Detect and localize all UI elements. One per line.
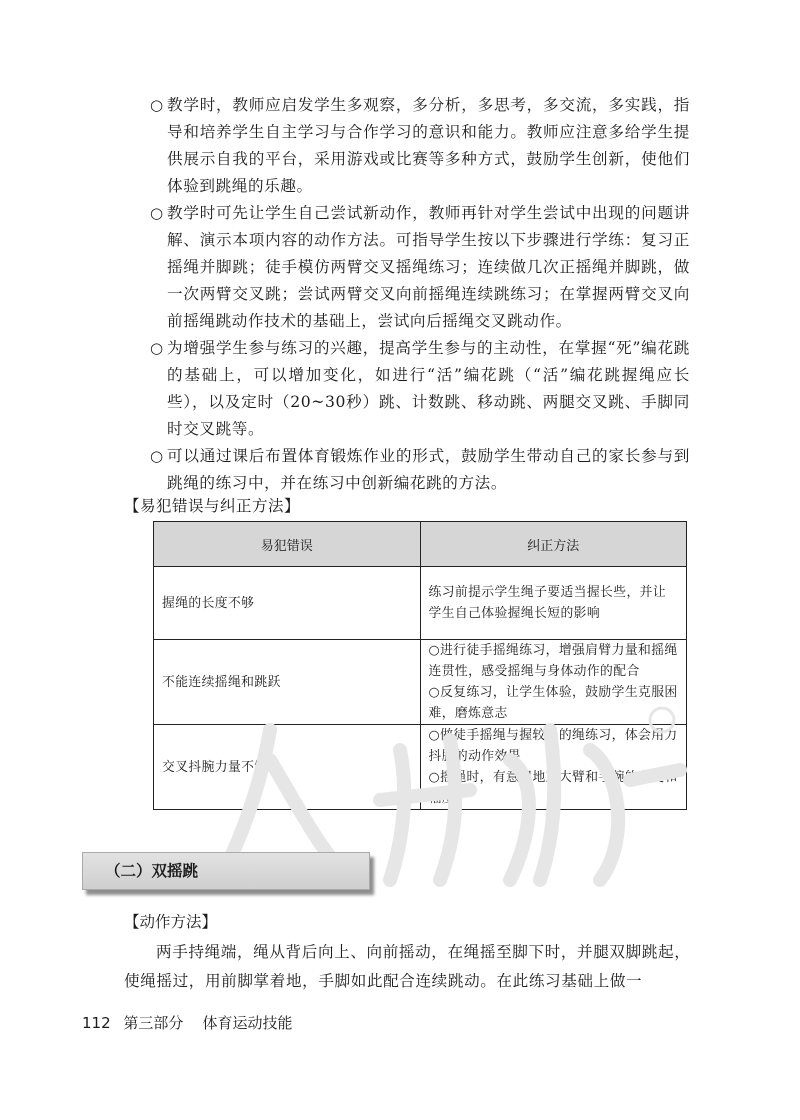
fix-cell [420, 567, 687, 640]
fix-line: ○进行徒手摇绳练习，增强肩臂力量和摇绳连贯性，感受摇绳与身体动作的配合 [428, 643, 678, 679]
page-number: 112 [82, 1014, 111, 1032]
fix-line: ○做徒手摇绳与握较长的绳练习，体会用力抖腕的动作效果 [428, 728, 678, 764]
table-row [154, 640, 687, 725]
bullet-text: 可以通过课后布置体育锻炼作业的形式，鼓励学生带动自己的家长参与到跳绳的练习中，并在练习中创新编花跳的方法。 [167, 447, 690, 492]
bullet-item [150, 92, 690, 200]
bullet-circle-icon: ○ [150, 339, 164, 357]
bullet-list [150, 92, 690, 497]
error-cell: 握绳的长度不够 [154, 567, 421, 640]
bullet-circle-icon: ○ [150, 96, 164, 114]
fix-line: ○摇绳时，有意识地加大臂和手腕的力度和幅度 [428, 770, 678, 806]
fix-line: 练习前提示学生绳子要适当握长些，并让学生自己体验握绳长短的影响 [428, 585, 667, 621]
errors-section-label: 【易犯错误与纠正方法】 [124, 497, 301, 515]
error-cell: 交叉抖腕力量不够 [154, 725, 421, 810]
bullet-text: 教学时，教师应启发学生多观察，多分析，多思考，多交流，多实践，指导和培养学生自主学习与合作学习的意识和能力。教师应注意多给学生提供展示自我的平台，采用游戏或比赛等多种方式，鼓励学生创新，使他们体验到跳绳的乐趣。 [167, 96, 690, 195]
footer-title: 体育运动技能 [202, 1014, 293, 1032]
bullet-circle-icon: ○ [150, 204, 164, 222]
paragraph-text: 两手持绳端，绳从背后向上、向前摇动，在绳摇至脚下时，并腿双脚跳起，使绳摇过，用前脚掌着地，手脚如此配合连续跳动。在此练习基础上做一 [124, 943, 691, 990]
action-method-label: 【动作方法】 [124, 913, 218, 931]
error-cell: 不能连续摇绳和跳跃 [154, 640, 421, 725]
bullet-item [150, 335, 690, 443]
footer-part: 第三部分 [123, 1014, 184, 1032]
bullet-circle-icon: ○ [150, 447, 164, 465]
page-footer [82, 1012, 293, 1033]
section-heading-box [82, 852, 370, 890]
bullet-item [150, 200, 690, 335]
errors-table [153, 521, 687, 810]
table-row [154, 567, 687, 640]
column-header-error: 易犯错误 [154, 522, 421, 567]
fix-cell [420, 725, 687, 810]
section-heading: （二）双摇跳 [105, 862, 199, 880]
bullet-text: 为增强学生参与练习的兴趣，提高学生参与的主动性，在掌握“死”编花跳的基础上，可以增加变化，如进行“活”编花跳（“活”编花跳握绳应长些），以及定时（20~30秒）跳、计数跳、移动跳、两腿交叉跳、手脚同时交叉跳等。 [167, 339, 690, 438]
column-header-fix: 纠正方法 [420, 522, 687, 567]
table-row [154, 725, 687, 810]
fix-line: ○反复练习，让学生体验，鼓励学生克服困难，磨炼意志 [428, 685, 678, 721]
table-header-row [154, 522, 687, 567]
action-paragraph [124, 938, 694, 996]
bullet-item [150, 443, 690, 497]
fix-cell [420, 640, 687, 725]
bullet-text: 教学时可先让学生自己尝试新动作，教师再针对学生尝试中出现的问题讲解、演示本项内容的动作方法。可指导学生按以下步骤进行学练：复习正摇绳并脚跳；徒手模仿两臂交叉摇绳练习；连续做几次正摇绳并脚跳，做一次两臂交叉跳；尝试两臂交叉向前摇绳连续跳练习；在掌握两臂交叉向前摇绳跳动作技术的基础上，尝试向后摇绳交叉跳动作。 [167, 204, 690, 330]
